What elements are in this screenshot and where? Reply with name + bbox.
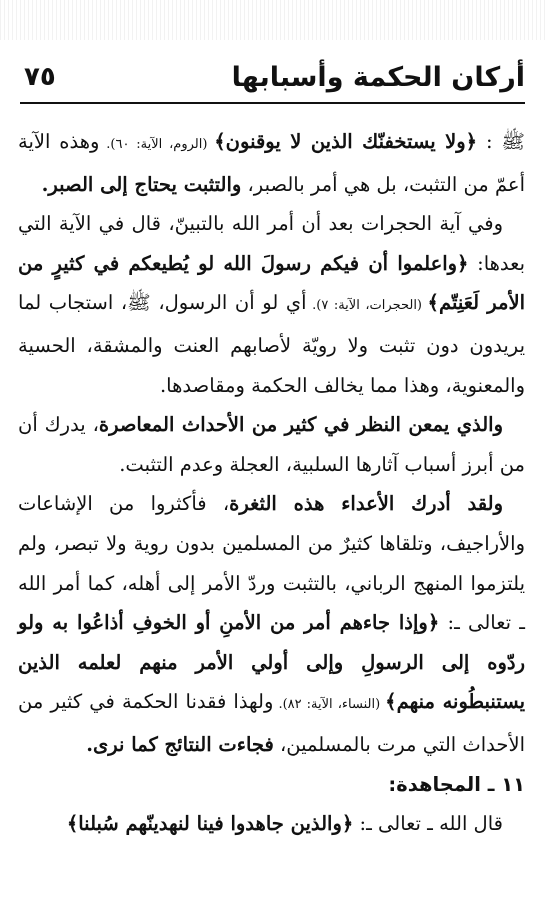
quran-verse: ﴿والذين جاهدوا فينا لنهدينّهم سُبلنا﴾ (66, 812, 354, 836)
running-title: أركان الحكمة وأسبابها (231, 62, 525, 93)
body-text: ، فأكثروا من الإشاعات والأراجيف، وتلقاها كثيرٌ من المسلمين بدون روية ولا تبصر، ولم يلتزموا المنهج الرباني، بالتثبت وردّ الأمر إلى أهله، كما أمر الله ـ تعالى ـ: (18, 492, 526, 635)
section-first-line (18, 804, 525, 844)
quran-verse: ﴿وإذا جاءهم أمر من الأمنِ أو الخوفِ أذاعُوا به ولو ردّوه إلى الرسولِ وإلى أولي الأمر منهم لعلمه الذين يستنبطُونه منهم﴾ (18, 611, 526, 714)
emphasized-text: فجاءت النتائج كما نرى. (86, 732, 274, 756)
paragraph-3 (18, 405, 525, 484)
paragraph-1 (18, 122, 525, 204)
honorific: ﷺ : (477, 130, 525, 153)
section-heading: ١١ ـ المجاهدة: (388, 772, 525, 796)
quran-verse: ﴿ولا يستخفنّك الذين لا يوقنون﴾ (214, 130, 478, 153)
emphasized-text: والذي يمعن النظر في كثير من الأحداث المعاصرة (98, 413, 503, 437)
emphasized-text: ولقد أدرك الأعداء هذه الثغرة (229, 492, 504, 516)
body-text: وهذه الآية أعمّ من التثبت، بل هي أمر بالصبر، (18, 130, 525, 196)
paragraph-2 (18, 204, 525, 405)
body-text: ولهذا فقدنا الحكمة في كثير من الأحداث التي مرت بالمسلمين، (18, 690, 525, 756)
body-text: وفي آية الحجرات بعد أن أمر الله بالتبينّ، قال في الآية التي بعدها: (18, 212, 525, 275)
emphasized-text: والتثبت يحتاج إلى الصبر. (41, 172, 242, 196)
paragraph-4 (18, 484, 525, 764)
quran-verse: ﴿واعلموا أن فيكم رسولَ الله لو يُطيعكم في كثيرٍ من الأمر لَعَنِتّم﴾ (18, 251, 526, 315)
verse-reference: (الروم، الآية: ٦٠). (99, 137, 215, 152)
page-number: ٧٥ (24, 62, 56, 92)
page-header (20, 58, 525, 104)
body-text: ، يدرك أن من أبرز أسباب آثارها السلبية، العجلة وعدم التثبت. (18, 413, 525, 476)
body-text: قال الله ـ تعالى ـ: (353, 812, 503, 836)
scan-noise (0, 0, 547, 40)
page-body (18, 122, 525, 844)
verse-reference: (الحجرات، الآية: ٧). (306, 298, 428, 314)
body-text: أي لو أن الرسول، ﷺ، استجاب لما يريدون دون تثبت ولا رويّة لأصابهم العنت والمشقة، الحسية والمعنوية، وهذا مما يخالف الحكمة ومقاصدها. (18, 291, 525, 397)
verse-reference: (النساء، الآية: ٨٢). (273, 697, 386, 713)
